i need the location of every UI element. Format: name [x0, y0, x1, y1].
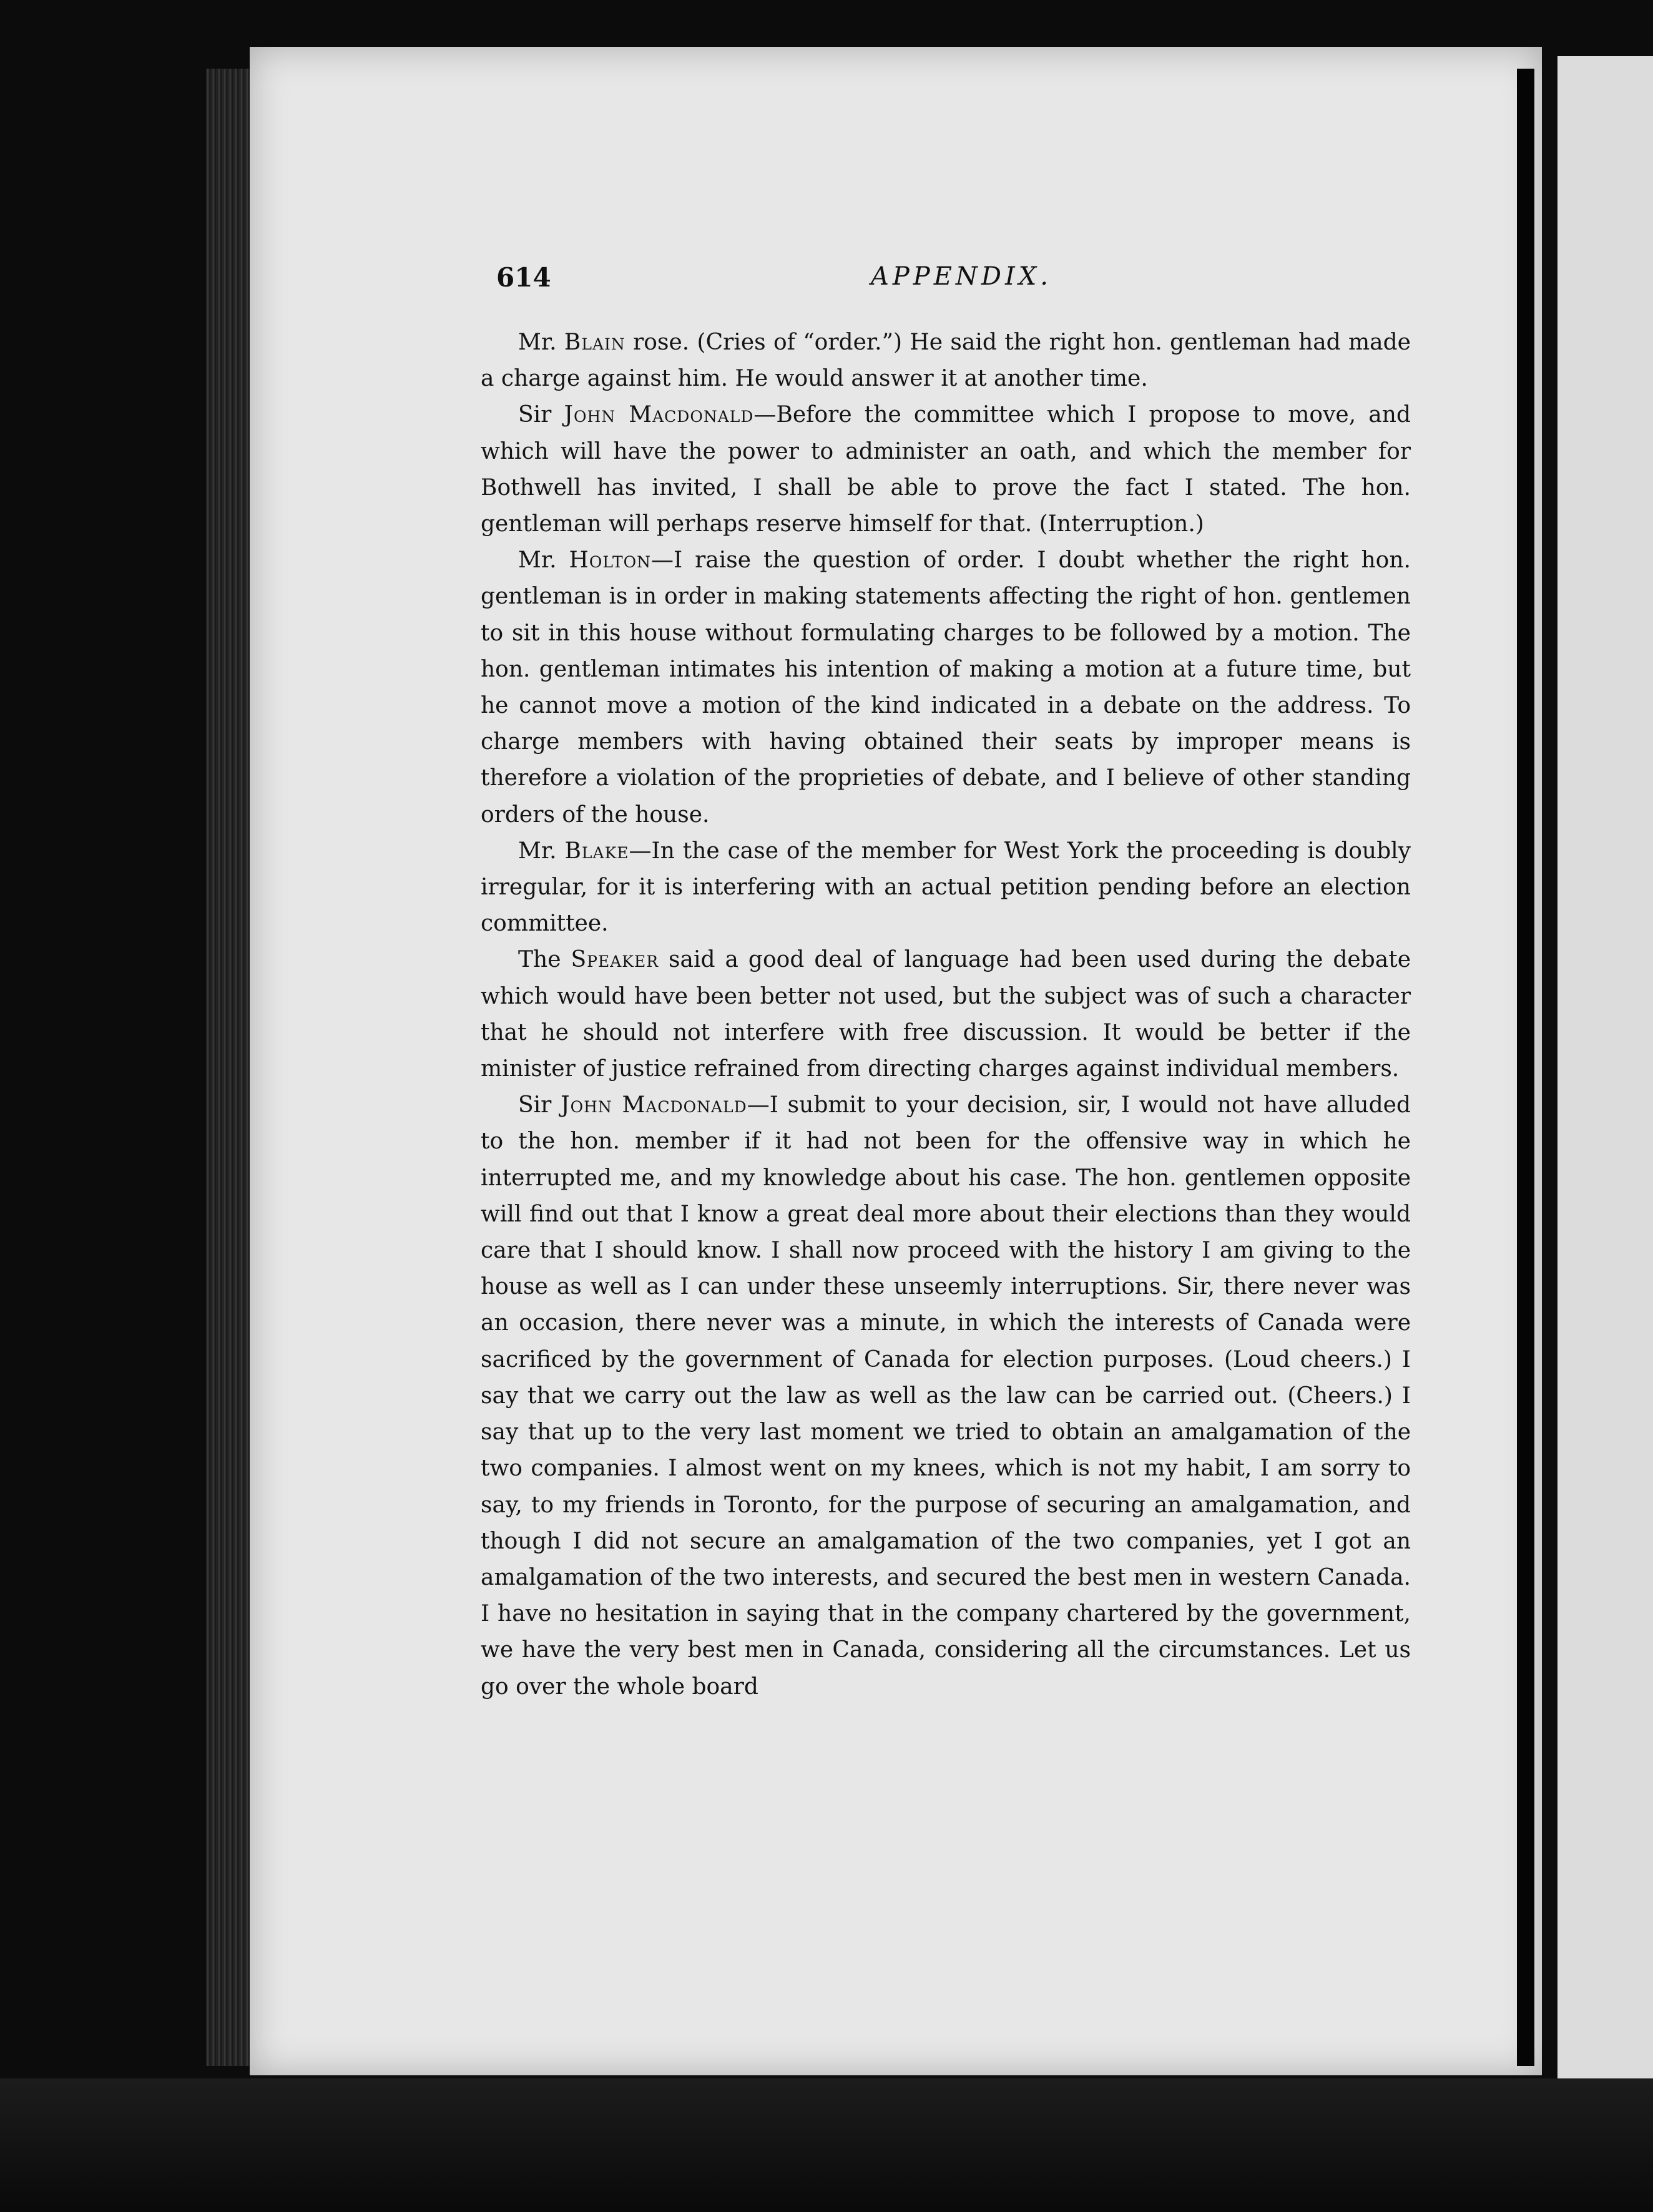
running-head: APPENDIX. — [871, 262, 1052, 291]
speaker-name: John Macdonald — [564, 402, 754, 428]
paragraph-text: said a good deal of language had been used during the debate which would have been better not used, but the subject was of such a character that he should not interfere with free discussion. It would be better if the minister of justice refrained from directing charges against individual members. — [481, 947, 1411, 1082]
book-gutter — [1517, 69, 1534, 2066]
paragraph — [481, 833, 1411, 942]
speaker-name: Blake — [564, 838, 629, 864]
paragraph — [481, 1087, 1411, 1705]
paragraph-text: —I submit to your decision, sir, I would not have alluded to the hon. member if it had not been for the offensive way in which he interrupted me, and my knowledge about his case. The hon. gentlemen opposite will find out that I know a great deal more about their elections than they would care that I should know. I shall now proceed with the history I am giving to the house as well as I can under these unseemly interruptions. Sir, there never was an occasion, there never was a minute, in which the interests of Canada were sacrificed by the government of Canada for election purposes. (Loud cheers.) I say that we carry out the law as well as the law can be carried out. (Cheers.) I say that up to the very last moment we tried to obtain an amalgamation of the two companies. I almost went on my knees, which is not my habit, I am sorry to say, to my friends in Toronto, for the purpose of securing an amalgamation, and though I did not secure an amalgamation of the two companies, yet I got an amalgamation of the two interests, and secured the best men in western Canada. I have no hesitation in saying that in the company chartered by the government, we have the very best men in Canada, considering all the circumstances. Let us go over the whole board — [481, 1092, 1411, 1700]
paragraph-text: —In the case of the member for West York the proceeding is doubly irregular, for it is interfering with an actual petition pending before an election committee. — [481, 838, 1411, 937]
paragraph-text: —Before the committee which I propose to move, and which will have the power to administer an oath, and which the member for Bothwell has invited, I shall be able to prove the fact I stated. The hon. gentleman will perhaps reserve himself for that. (Interruption.) — [481, 402, 1411, 537]
speaker-name: John Macdonald — [561, 1092, 747, 1118]
speaker-name: Speaker — [571, 947, 659, 973]
paragraph-text: —I raise the question of order. I doubt whether the right hon. gentleman is in order in making statements affecting the right of hon. gentlemen to sit in this house without formulating charges to be followed by a motion. The hon. gentleman intimates his intention of making a motion at a future time, but he cannot move a motion of the kind indicated in a debate on the address. To charge members with having obtained their seats by improper means is therefore a violation of the proprieties of debate, and I believe of other standing orders of the house. — [481, 547, 1411, 828]
speaker-prefix: Mr. — [518, 838, 557, 864]
page-number: 614 — [496, 262, 551, 293]
speaker-prefix: The — [518, 947, 561, 973]
paragraph — [481, 942, 1411, 1087]
speaker-prefix: Sir — [518, 1092, 552, 1118]
paragraph-text: rose. (Cries of “order.”) He said the right hon. gentleman had made a charge against him. He would answer it at another time. — [481, 330, 1411, 392]
page-header — [496, 262, 1420, 306]
scan-background — [0, 2078, 1653, 2212]
speaker-prefix: Mr. — [518, 330, 557, 355]
body-text — [481, 325, 1411, 1705]
speaker-prefix: Mr. — [518, 547, 557, 574]
paragraph — [481, 542, 1411, 833]
speaker-name: Holton — [569, 547, 651, 574]
facing-page-edge — [1557, 56, 1653, 2078]
paragraph — [481, 325, 1411, 397]
paragraph — [481, 397, 1411, 542]
speaker-name: Blain — [564, 330, 625, 355]
speaker-prefix: Sir — [518, 402, 552, 428]
